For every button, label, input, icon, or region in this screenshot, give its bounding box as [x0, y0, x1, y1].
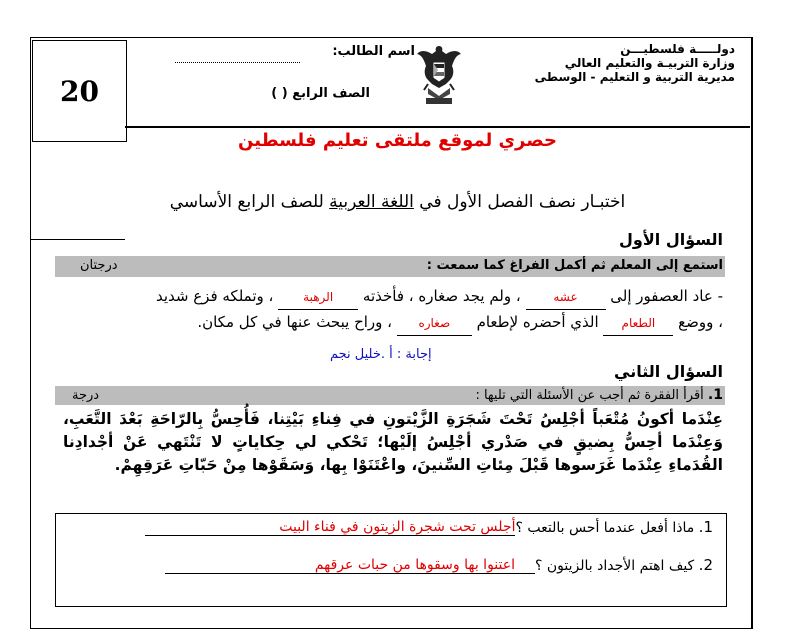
q2-instruction [475, 387, 723, 403]
q2-instruction-text: أقرأ الفقرة ثم أجب عن الأسئلة التي تليها : [475, 388, 708, 403]
question-1-text: ماذا أفعل عندما أحس بالتعب ؟ [515, 520, 699, 536]
question-1 [145, 518, 713, 536]
q1-text-1a: - عاد العصفور إلى [605, 287, 723, 305]
q1-line-2 [197, 310, 723, 336]
exclusive-banner: حصري لموقع ملتقى تعليم فلسطين [238, 130, 557, 151]
exam-title-start: اختبـار نصف الفصل الأول في [413, 192, 626, 212]
question-2-answer-line[interactable] [165, 557, 535, 574]
question-1-number: 1. [698, 518, 713, 536]
q1-text-2a: ، ووضع [673, 313, 723, 331]
header-divider [125, 126, 750, 128]
q1-instruction: استمع إلى المعلم ثم أكمل الفراغ كما سمعت : [426, 258, 723, 273]
palestine-eagle-emblem-icon [414, 40, 464, 110]
q1-heading: السؤال الأول [619, 230, 723, 249]
exam-subject: اللغة العربية [329, 192, 414, 212]
q1-line-1 [156, 284, 723, 310]
question-2-text: كيف اهتم الأجداد بالزيتون ؟ [535, 558, 699, 574]
exam-title [0, 192, 795, 212]
q1-marks: درجتان [80, 258, 118, 273]
exam-title-end: للصف الرابع الأساسي [169, 192, 330, 212]
q2-heading: السؤال الثاني [614, 362, 723, 381]
question-2 [165, 556, 713, 574]
q2-instruction-number: 1. [707, 387, 723, 403]
grade-label: الصف الرابع ( ) [271, 86, 370, 101]
student-name-label: اسم الطالب: [332, 44, 415, 59]
answer-signature: إجابة : أ .خليل نجم [330, 347, 432, 362]
question-1-answer-line[interactable] [145, 519, 515, 536]
q1-blank-1[interactable]: عشه [526, 285, 606, 310]
student-name-field[interactable] [175, 62, 300, 63]
question-2-answer: اعتنوا بها وسقوها من حبات عرقهم [314, 557, 515, 573]
ministry-line-ministry: وزارة التربيـة والتعليم العالي [564, 56, 735, 70]
score-box [32, 40, 127, 142]
q1-text-1b: ، ولم يجد صغاره ، فأخذته [358, 287, 526, 305]
question-2-number: 2. [698, 556, 713, 574]
q1-blank-3[interactable]: الطعام [603, 311, 673, 336]
q1-text-2b: الذي أحضره لإطعام [471, 313, 604, 331]
q1-blank-2[interactable]: الرهبة [278, 285, 358, 310]
q1-text-2c: ، وراح يبحث عنها في كل مكان. [197, 313, 397, 331]
ministry-header [535, 42, 735, 84]
question-1-answer: أجلس تحت شجرة الزيتون في فناء البيت [279, 519, 516, 535]
score-value: 20 [60, 74, 99, 108]
reading-passage: عِنْدَما أكونُ مُتْعَباً أجْلِسُ تَحْتَ شَجَرَةِ الزَّيْتونِ في فِناءِ بَيْتِنا، فَأُحِسُّ بِالرّاحَةِ بَعْدَ التَّعَبِ، وَعِنْدَما أحِسُّ بِضيقٍ في صَدْري أجْلِسُ إلَيْها؛ تَحْكي لي حِكاياتٍ لا تَنْتَهي عَنْ أجْدادِنا القُدَماءِ عِنْدَما غَرَسوها قَبْلَ مِئاتِ السِّنينَ، واعْتَنَوْا بِها، وَسَقَوْها مِنْ حَبّاتِ عَرَقِهِمْ. [63, 410, 723, 474]
q1-text-1c: ، وتملكه فزع شديد [155, 287, 279, 305]
ministry-line-directorate: مديرية التربية و التعليم - الوسطى [534, 70, 735, 84]
ministry-line-state: دولـــــة فلسطيـــن [620, 42, 735, 56]
q1-blank-4[interactable]: صغاره [397, 311, 472, 336]
q2-marks: درجة [72, 388, 100, 403]
score-divider [30, 239, 125, 240]
